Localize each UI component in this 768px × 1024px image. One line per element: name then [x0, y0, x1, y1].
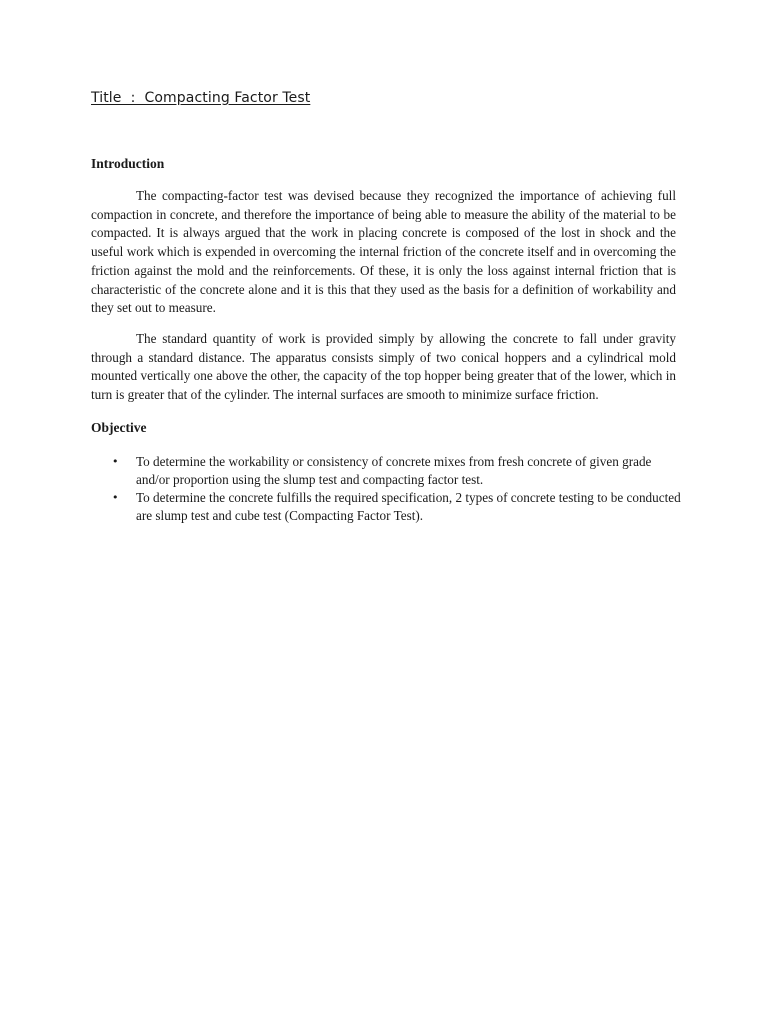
- objective-list: [91, 453, 691, 525]
- introduction-heading: Introduction: [91, 156, 165, 171]
- objective-heading: Objective: [91, 420, 147, 435]
- objective-item: [91, 489, 691, 525]
- introduction-paragraph-1: The compacting-factor test was devised because they recognized the importance of achieving full compaction in concrete, and therefore the importance of being able to measure the ability of the material to be compacted. It is always argued that the work in placing concrete is composed of the lost in shock and the useful work which is expended in overcoming the internal friction of the concrete itself and in overcoming the friction against the mold and the reinforcements. Of these, it is only the loss against internal friction that is characteristic of the concrete alone and it is this that they used as the basis for a definition of workability and they set out to measure.: [91, 188, 676, 316]
- document-title: Title : Compacting Factor Test: [91, 90, 311, 106]
- bullet-icon: •: [112, 491, 119, 504]
- bullet-icon: •: [112, 455, 119, 468]
- introduction-paragraph-2: The standard quantity of work is provided simply by allowing the concrete to fall under gravity through a standard distance. The apparatus consists simply of two conical hoppers and a cylindrical mold mounted vertically one above the other, the capacity of the top hopper being greater that of the lower, which in turn is greater that of the cylinder. The internal surfaces are smooth to minimize surface friction.: [91, 331, 676, 403]
- objective-item-text: To determine the workability or consistency of concrete mixes from fresh concrete of given grade and/or proportion using the slump test and compacting factor test.: [136, 454, 652, 487]
- objective-item-text: To determine the concrete fulfills the required specification, 2 types of concrete testing to be conducted are slump test and cube test (Compacting Factor Test).: [136, 490, 681, 523]
- objective-item: [91, 453, 691, 489]
